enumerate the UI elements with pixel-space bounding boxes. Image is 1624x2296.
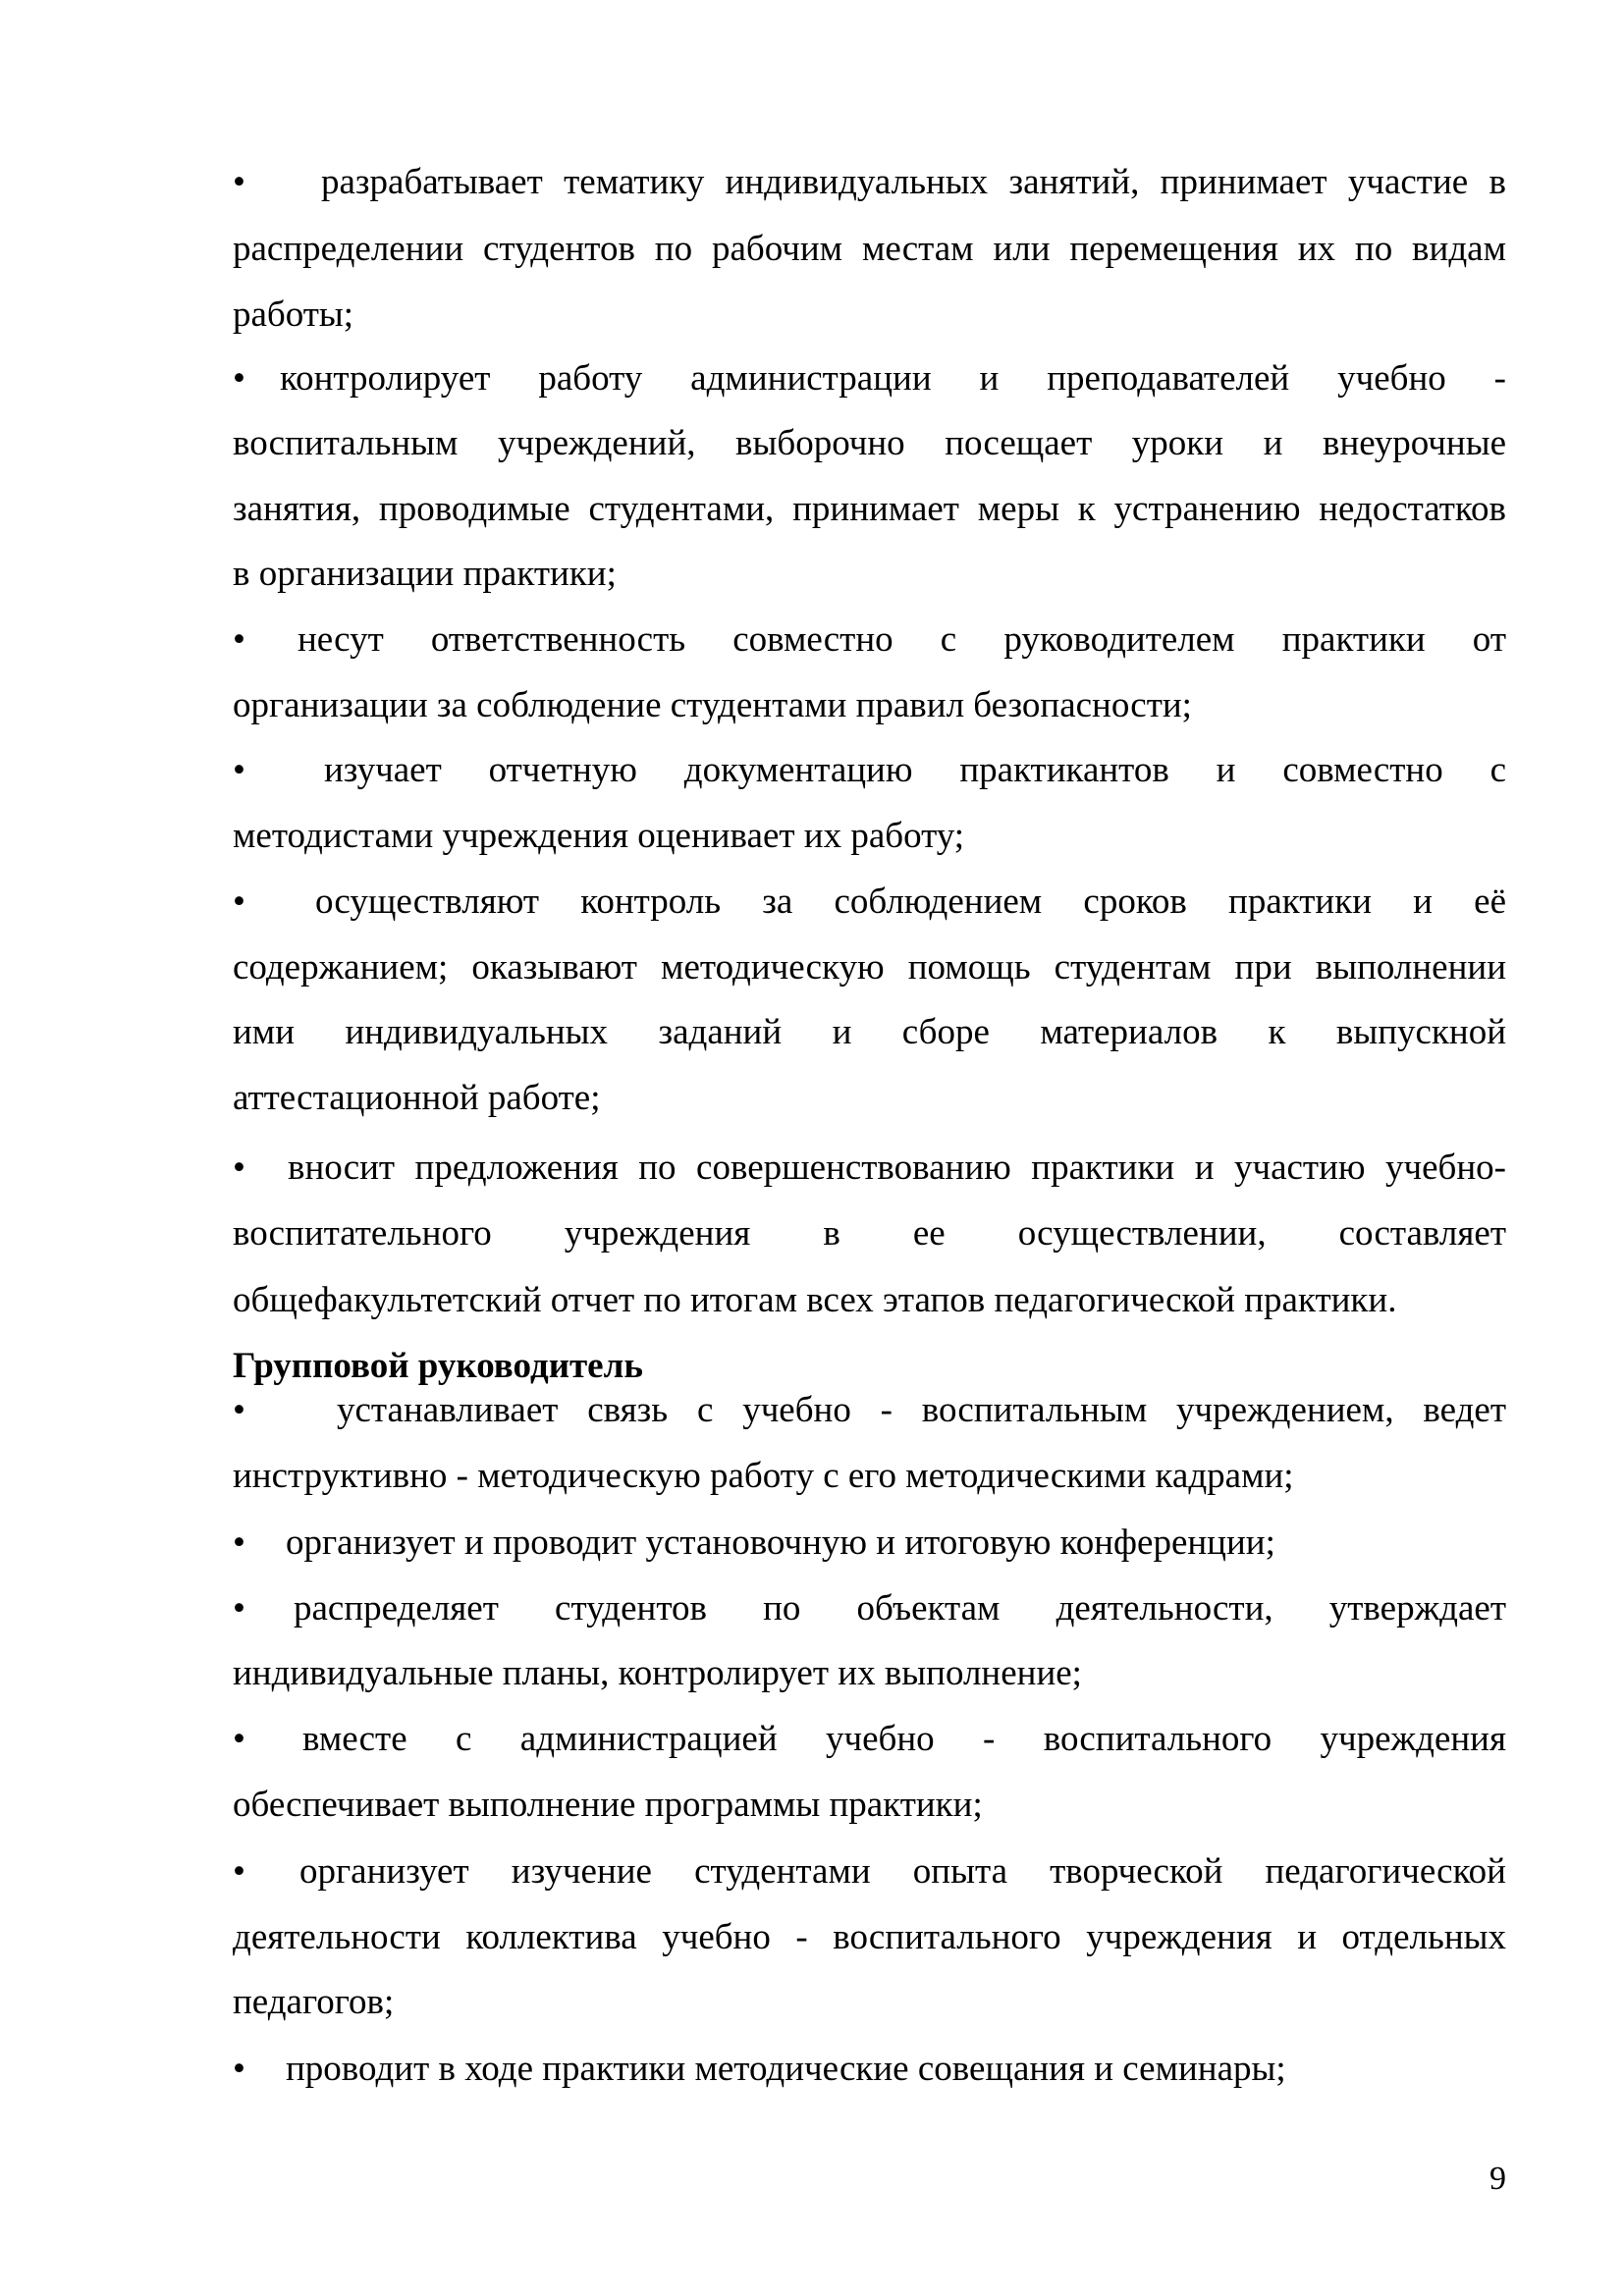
bullet-icon: • bbox=[233, 162, 245, 202]
paragraph-line bbox=[233, 1077, 1506, 1120]
paragraph-text: организации за соблюдение студентами правил безопасности; bbox=[233, 685, 1192, 725]
paragraph-line bbox=[233, 815, 1506, 858]
bullet-icon: • bbox=[233, 1851, 245, 1892]
paragraph-line bbox=[233, 1011, 1506, 1054]
paragraph-text: осуществляют контроль за соблюдением сроков практики и её bbox=[315, 881, 1506, 922]
paragraph-text: педагогов; bbox=[233, 1982, 395, 2022]
list-item-line bbox=[233, 161, 1506, 204]
paragraph-line bbox=[233, 1212, 1506, 1255]
paragraph-text: общефакультетский отчет по итогам всех этапов педагогической практики. bbox=[233, 1280, 1397, 1320]
paragraph-text: инструктивно - методическую работу с его методическими кадрами; bbox=[233, 1456, 1294, 1496]
paragraph-text: несут ответственность совместно с руководителем практики от bbox=[298, 619, 1506, 660]
list-item-line bbox=[233, 1522, 1506, 1565]
list-item-line bbox=[233, 749, 1506, 792]
paragraph-text: вместе с администрацией учебно - воспитального учреждения bbox=[302, 1719, 1506, 1759]
paragraph-line bbox=[233, 294, 1506, 337]
paragraph-line bbox=[233, 684, 1506, 727]
paragraph-text: вносит предложения по совершенствованию практики и участию учебно- bbox=[288, 1148, 1506, 1188]
paragraph-line bbox=[233, 553, 1506, 596]
list-item-line bbox=[233, 2048, 1506, 2091]
paragraph-text: распределяет студентов по объектам деятельности, утверждает bbox=[294, 1588, 1506, 1629]
paragraph-text: содержанием; оказывают методическую помощь студентам при выполнении bbox=[233, 947, 1506, 988]
paragraph-text: занятия, проводимые студентами, принимает меры к устранению недостатков bbox=[233, 489, 1506, 529]
paragraph-line bbox=[233, 1455, 1506, 1498]
list-item-line bbox=[233, 1389, 1506, 1432]
bullet-icon: • bbox=[233, 750, 245, 790]
paragraph-text: в организации практики; bbox=[233, 554, 617, 594]
paragraph-text: контролирует работу администрации и преподавателей учебно - bbox=[280, 358, 1506, 399]
paragraph-line bbox=[233, 1981, 1506, 2024]
section-heading: Групповой руководитель bbox=[233, 1346, 643, 1386]
bullet-icon: • bbox=[233, 2049, 245, 2089]
list-item-line bbox=[233, 357, 1506, 400]
paragraph-text: работы; bbox=[233, 294, 354, 335]
paragraph-line bbox=[233, 1279, 1506, 1322]
list-item-line bbox=[233, 1718, 1506, 1761]
paragraph-line bbox=[233, 488, 1506, 531]
paragraph-text: проводит в ходе практики методические совещания и семинары; bbox=[286, 2049, 1286, 2089]
paragraph-text: аттестационной работе; bbox=[233, 1078, 601, 1118]
bullet-icon: • bbox=[233, 1522, 245, 1563]
paragraph-text: распределении студентов по рабочим местам или перемещения их по видам bbox=[233, 229, 1506, 269]
page-number: 9 bbox=[1489, 2161, 1506, 2197]
paragraph-text: деятельности коллектива учебно - воспитального учреждения и отдельных bbox=[233, 1917, 1506, 1957]
bullet-icon: • bbox=[233, 881, 245, 922]
bullet-icon: • bbox=[233, 1390, 245, 1430]
bullet-icon: • bbox=[233, 1588, 245, 1629]
list-item-line bbox=[233, 1147, 1506, 1190]
bullet-icon: • bbox=[233, 1719, 245, 1759]
paragraph-text: воспитательного учреждения в ее осуществлении, составляет bbox=[233, 1213, 1506, 1254]
paragraph-line bbox=[233, 422, 1506, 465]
paragraph-text: воспитальным учреждений, выборочно посещает уроки и внеурочные bbox=[233, 423, 1506, 463]
paragraph-text: индивидуальные планы, контролирует их выполнение; bbox=[233, 1653, 1082, 1693]
bullet-icon: • bbox=[233, 1148, 245, 1188]
paragraph-text: методистами учреждения оценивает их работу; bbox=[233, 816, 965, 856]
bullet-icon: • bbox=[233, 619, 245, 660]
paragraph-line bbox=[233, 1652, 1506, 1695]
paragraph-text: изучает отчетную документацию практикантов и совместно с bbox=[324, 750, 1506, 790]
paragraph-text: разрабатывает тематику индивидуальных занятий, принимает участие в bbox=[321, 162, 1506, 202]
list-item-line bbox=[233, 1587, 1506, 1630]
list-item-line bbox=[233, 618, 1506, 662]
paragraph-text: ими индивидуальных заданий и сборе материалов к выпускной bbox=[233, 1012, 1506, 1052]
bullet-icon: • bbox=[233, 358, 245, 399]
paragraph-text: организует и проводит установочную и итоговую конференции; bbox=[286, 1522, 1275, 1563]
paragraph-text: устанавливает связь с учебно - воспитальным учреждением, ведет bbox=[337, 1390, 1506, 1430]
paragraph-text: обеспечивает выполнение программы практики; bbox=[233, 1785, 983, 1825]
list-item-line bbox=[233, 881, 1506, 924]
paragraph-line bbox=[233, 1916, 1506, 1959]
paragraph-text: организует изучение студентами опыта творческой педагогической bbox=[299, 1851, 1506, 1892]
paragraph-line bbox=[233, 228, 1506, 271]
paragraph-line bbox=[233, 946, 1506, 989]
paragraph-line bbox=[233, 1784, 1506, 1827]
list-item-line bbox=[233, 1850, 1506, 1894]
